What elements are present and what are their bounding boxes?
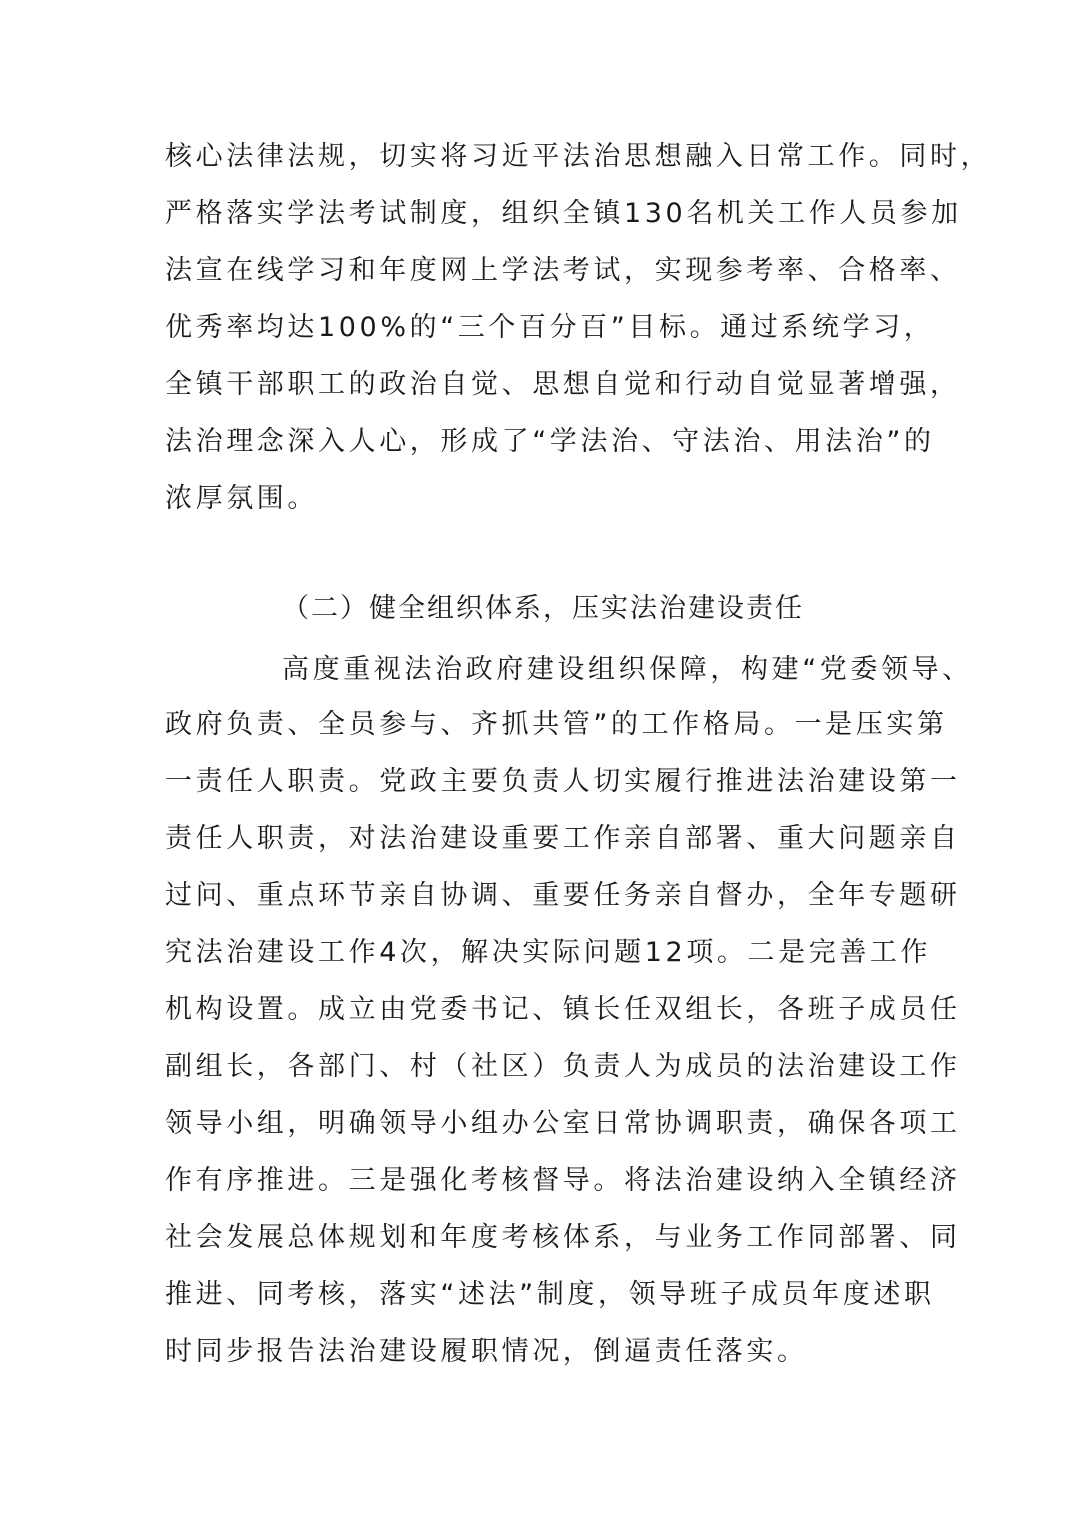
section-2-line-12: 推进、同考核，落实“述法”制度，领导班子成员年度述职 <box>165 1279 935 1310</box>
paragraph-1-line-4: 优秀率均达100%的“三个百分百”目标。通过系统学习， <box>165 312 935 343</box>
section-2-line-8: 副组长，各部门、村（社区）负责人为成员的法治建设工作 <box>165 1051 961 1082</box>
paragraph-1-line-2: 严格落实学法考试制度，组织全镇130名机关工作人员参加 <box>165 198 962 229</box>
section-2-line-11: 社会发展总体规划和年度考核体系，与业务工作同部署、同 <box>165 1222 961 1253</box>
section-heading: （二）健全组织体系，压实法治建设责任 <box>282 593 804 624</box>
section-2-line-2: 政府负责、全员参与、齐抓共管”的工作格局。一是压实第 <box>165 709 948 740</box>
paragraph-1-line-6: 法治理念深入人心，形成了“学法治、守法治、用法治”的 <box>165 426 935 457</box>
section-2-line-6: 究法治建设工作4次，解决实际问题12项。二是完善工作 <box>165 937 932 968</box>
section-2-line-1: 高度重视法治政府建设组织保障，构建“党委领导、 <box>282 654 973 685</box>
section-2-line-9: 领导小组，明确领导小组办公室日常协调职责，确保各项工 <box>165 1108 961 1139</box>
section-2-line-7: 机构设置。成立由党委书记、镇长任双组长，各班子成员任 <box>165 994 961 1025</box>
section-2-line-3: 一责任人职责。党政主要负责人切实履行推进法治建设第一 <box>165 766 961 797</box>
section-2-line-5: 过问、重点环节亲自协调、重要任务亲自督办，全年专题研 <box>165 880 961 911</box>
section-2-line-4: 责任人职责，对法治建设重要工作亲自部署、重大问题亲自 <box>165 823 961 854</box>
paragraph-1-line-7: 浓厚氛围。 <box>165 483 318 514</box>
section-2-line-10: 作有序推进。三是强化考核督导。将法治建设纳入全镇经济 <box>165 1165 961 1196</box>
paragraph-1-line-3: 法宣在线学习和年度网上学法考试，实现参考率、合格率、 <box>165 255 961 286</box>
paragraph-1-line-1: 核心法律法规，切实将习近平法治思想融入日常工作。同时， <box>165 141 992 172</box>
paragraph-1-line-5: 全镇干部职工的政治自觉、思想自觉和行动自觉显著增强， <box>165 369 961 400</box>
section-2-line-13: 时同步报告法治建设履职情况，倒逼责任落实。 <box>165 1336 808 1367</box>
